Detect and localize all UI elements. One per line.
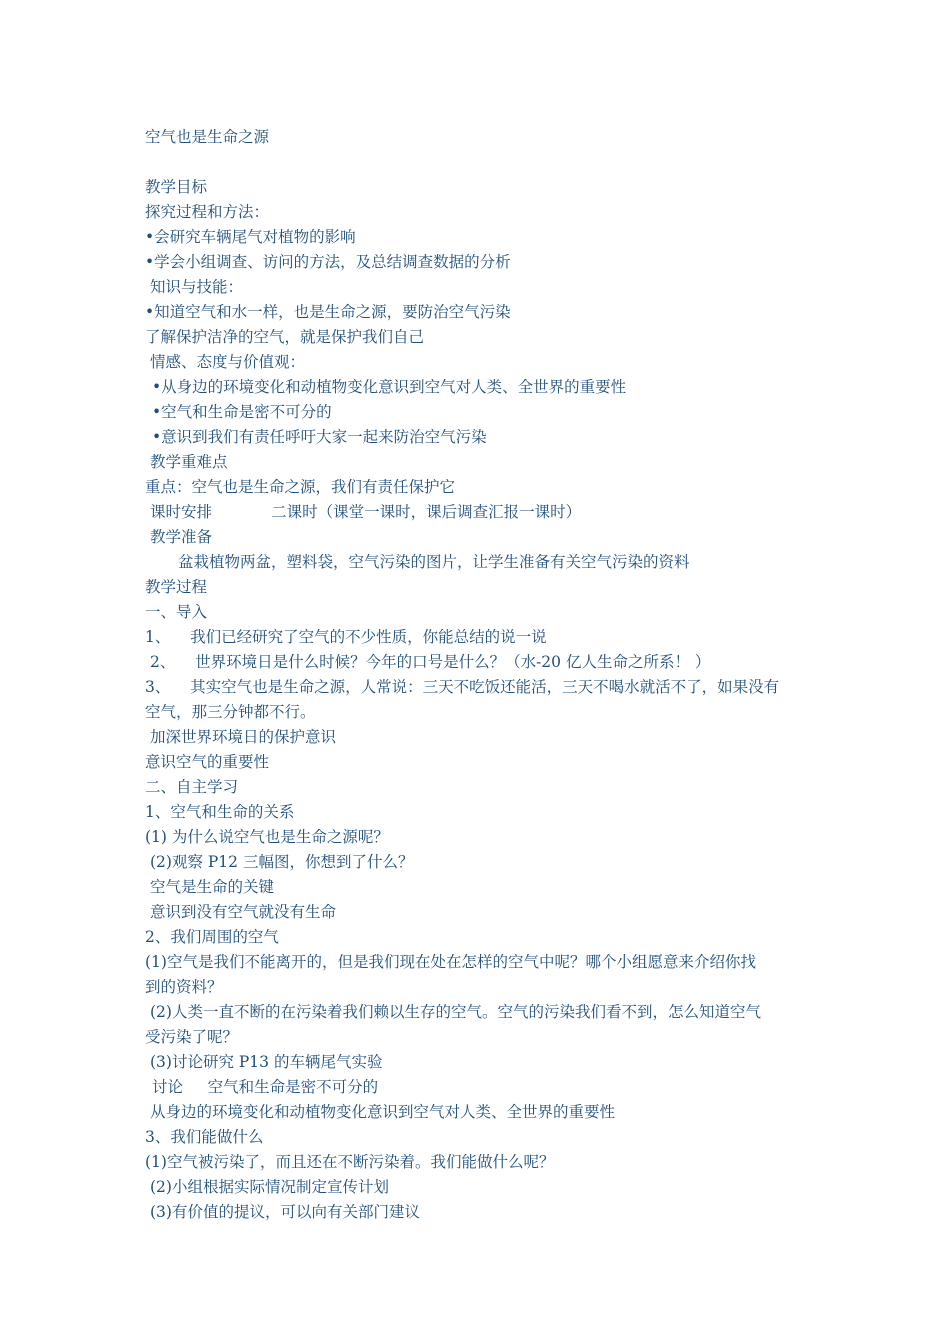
numbered-item: (1) 为什么说空气也是生命之源呢？ [145,828,389,846]
paragraph-line: 讨论 空气和生命是密不可分的 [152,1078,379,1096]
numbered-item: (2)小组根据实际情况制定宣传计划 [150,1178,389,1196]
numbered-item: 3、 其实空气也是生命之源，人常说：三天不吃饭还能活，三天不喝水就活不了，如果没有 [145,678,780,696]
paragraph-line: 意识到没有空气就没有生命 [150,903,337,921]
paragraph-line: 加深世界环境日的保护意识 [150,728,337,746]
bullet-item: •空气和生命是密不可分的 [152,403,332,421]
paragraph-line: 到的资料？ [145,978,223,996]
subheading: 探究过程和方法： [145,203,270,221]
bullet-item: •会研究车辆尾气对植物的影响 [145,228,356,246]
numbered-item: 1、 我们已经研究了空气的不少性质，你能总结的说一说 [145,628,547,646]
numbered-item: (3)有价值的提议，可以向有关部门建议 [150,1203,420,1221]
section-heading: 教学目标 [145,178,208,196]
paragraph-line: 重点：空气也是生命之源，我们有责任保护它 [145,478,456,496]
subheading: 一、导入 [145,603,208,621]
subheading: 知识与技能： [150,278,244,296]
bullet-item: •意识到我们有责任呼吁大家一起来防治空气污染 [152,428,487,446]
paragraph-line: 空气是生命的关键 [150,878,275,896]
numbered-item: (2)人类一直不断的在污染着我们赖以生存的空气。空气的污染我们看不到，怎么知道空气 [150,1003,761,1021]
paragraph-line: 课时安排 二课时（课堂一课时，课后调查汇报一课时） [150,503,582,521]
numbered-item: (1)空气被污染了，而且还在不断污染着。我们能做什么呢？ [145,1153,555,1171]
section-heading: 教学重难点 [150,453,228,471]
subheading: 二、自主学习 [145,778,239,796]
section-heading: 教学过程 [145,578,208,596]
paragraph-line: 空气，那三分钟都不行。 [145,703,316,721]
numbered-item: (2)观察 P12 三幅图，你想到了什么？ [150,853,414,871]
bullet-item: •从身边的环境变化和动植物变化意识到空气对人类、全世界的重要性 [152,378,627,396]
subheading: 情感、态度与价值观： [150,353,306,371]
paragraph-line: 意识空气的重要性 [145,753,270,771]
paragraph-line: 了解保护洁净的空气，就是保护我们自己 [145,328,425,346]
paragraph-line: 盆栽植物两盆，塑料袋，空气污染的图片，让学生准备有关空气污染的资料 [178,553,690,571]
numbered-item: 2、 世界环境日是什么时候？今年的口号是什么？（水-20 亿人生命之所系！ ） [150,653,711,671]
document-title: 空气也是生命之源 [145,128,270,146]
numbered-item: 3、我们能做什么 [145,1128,264,1146]
numbered-item: (1)空气是我们不能离开的，但是我们现在处在怎样的空气中呢？哪个小组愿意来介绍你找 [145,953,756,971]
section-heading: 教学准备 [150,528,213,546]
paragraph-line: 从身边的环境变化和动植物变化意识到空气对人类、全世界的重要性 [150,1103,616,1121]
bullet-item: •知道空气和水一样，也是生命之源，要防治空气污染 [145,303,511,321]
numbered-item: 2、我们周围的空气 [145,928,279,946]
numbered-item: 1、空气和生命的关系 [145,803,295,821]
numbered-item: (3)讨论研究 P13 的车辆尾气实验 [150,1053,383,1071]
bullet-item: •学会小组调查、访问的方法，及总结调查数据的分析 [145,253,511,271]
paragraph-line: 受污染了呢？ [145,1028,239,1046]
